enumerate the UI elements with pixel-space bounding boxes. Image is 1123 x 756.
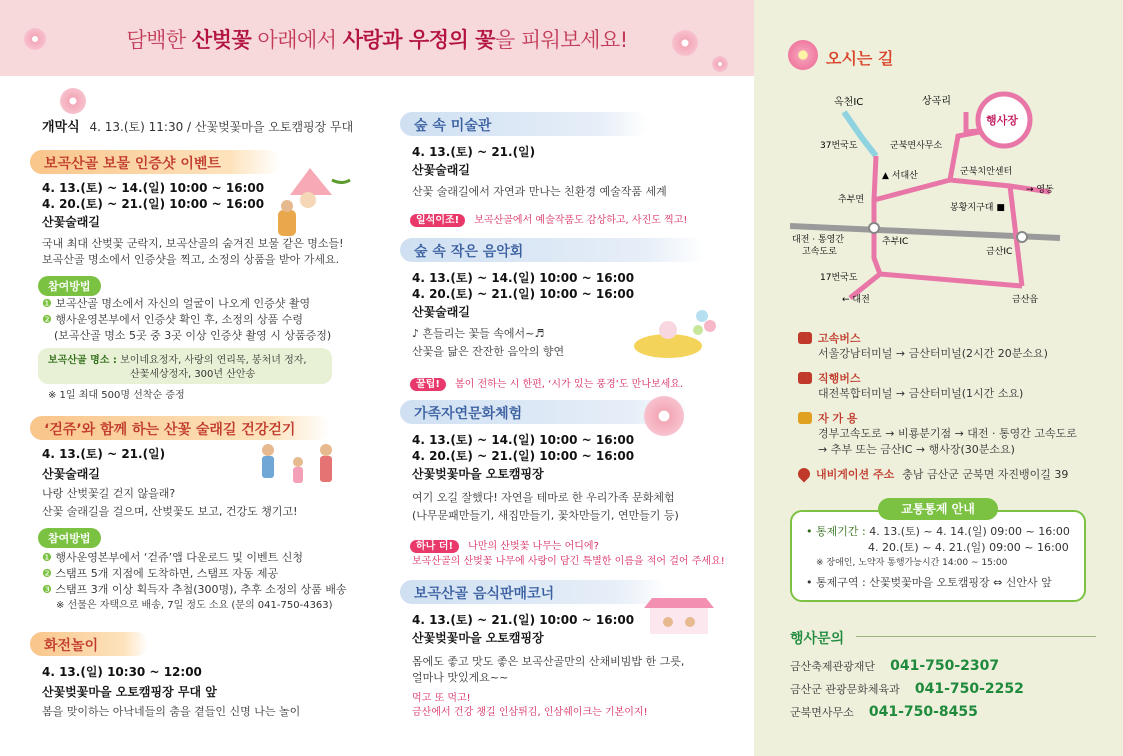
car-icon	[798, 412, 812, 424]
event-date: 4. 13.(토) ~ 14.(일) 10:00 ~ 16:00	[412, 433, 635, 447]
banner-text: 아래에서	[251, 28, 343, 52]
tip-pill: 꿀팁!	[410, 378, 446, 391]
contact-list	[790, 654, 1090, 723]
map-label: 군북치안센터	[960, 167, 1013, 177]
step-number: ❷	[42, 313, 52, 326]
contact-phone: 041-750-2307	[890, 658, 1000, 674]
map-label: 상곡리	[922, 96, 951, 107]
traffic-title: 교통통제 안내	[878, 498, 998, 520]
step-text: 행사운영본부에서 ‘걷쥬’앱 다운로드 및 이벤트 신청	[55, 551, 303, 564]
banner-highlight: 산벚꽃	[191, 28, 252, 52]
map-label: 금산IC	[986, 247, 1013, 257]
section-title: ‘걷쥬’와 함께 하는 산꽃 술래길 건강걷기	[30, 416, 330, 440]
section-desc	[412, 326, 652, 360]
desc-text: 얼마나 맛있게요~~	[412, 671, 509, 684]
section-title: 가족자연문화체험	[400, 400, 690, 424]
tip-text: 나만의 산벚꽃 나무는 어디에?	[468, 541, 599, 552]
traffic-text: 4. 13.(토) ~ 4. 14.(일) 09:00 ~ 16:00	[869, 525, 1070, 538]
contact-phone: 041-750-2252	[914, 681, 1024, 697]
event-date: 4. 13.(토) ~ 21.(일) 10:00 ~ 16:00	[412, 613, 635, 627]
map-label: → 영동	[1026, 185, 1054, 195]
blossom-icon	[24, 28, 46, 50]
step-number: ❷	[42, 567, 52, 580]
tip-text: 보곡산골의 산벚꽃 나무에 사랑이 담긴 특별한 이름을 적어 걸어 주세요!	[412, 556, 725, 567]
section-desc	[412, 654, 732, 686]
walking-illustration	[248, 440, 353, 500]
map-label: ← 대전	[842, 295, 870, 305]
directions-title: 오시는 길	[826, 49, 894, 68]
route-map	[790, 90, 1100, 310]
event-date: 4. 13.(일) 10:30 ~ 12:00	[42, 665, 202, 679]
desc-text: 봄을 맞이하는 아낙네들의 춤을 곁들인 신명 나는 놀이	[42, 705, 301, 718]
traffic-body	[806, 524, 1086, 591]
steps-list	[42, 550, 372, 614]
desc-text: 여기 오길 잘했다! 자연을 테마로 한 우리가족 문화체험	[412, 491, 675, 504]
tip-text: 봄이 전하는 시 한편, ‘시가 있는 풍경’도 만나보세요.	[454, 379, 684, 390]
map-label: 대전 · 통영간	[792, 235, 845, 245]
section-title: 보곡산골 보물 인증샷 이벤트	[30, 150, 280, 174]
step-text: 스탬프 3개 이상 획득자 추첨(300명), 추후 소정의 상품 배송	[55, 583, 347, 596]
map-label: 37번국도	[820, 141, 858, 151]
contact-item	[790, 677, 1090, 700]
section-body	[42, 664, 342, 700]
note-text: ※ 1일 최대 500명 선착순 증정	[48, 390, 185, 401]
route-label: 자 가 용	[818, 412, 858, 425]
section-body	[412, 612, 712, 646]
contact-item	[790, 654, 1090, 677]
route-text: → 추부 또는 금산IC → 행사장(30분소요)	[818, 443, 1015, 456]
bus-icon	[798, 372, 812, 384]
traffic-area: • 통제구역 : 산꽃벚꽃마을 오토캠핑장 ⇔ 신안사 앞	[806, 576, 1052, 589]
how-to-label: 참여방법	[38, 276, 101, 296]
section-title: 숲 속 미술관	[400, 112, 648, 136]
step-text: 스탬프 5개 지점에 도착하면, 스탬프 자동 제공	[55, 567, 279, 580]
bus-icon	[798, 332, 812, 344]
map-label: 봉황지구대 ■	[950, 203, 1005, 213]
event-place: 산꽃벚꽃마을 오토캠핑장	[412, 631, 544, 645]
event-date: 4. 13.(토) ~ 21.(일)	[42, 447, 166, 461]
event-date: 4. 13.(토) ~ 21.(일)	[412, 145, 536, 159]
map-label: 추부IC	[882, 237, 909, 247]
traffic-note: ※ 장애인, 노약자 통행가능시간 14:00 ~ 15:00	[816, 558, 1008, 568]
photo-illustration	[270, 160, 360, 240]
event-date: 4. 13.(토) ~ 14.(일) 10:00 ~ 16:00	[412, 271, 635, 285]
nav-address	[798, 466, 1098, 482]
route-item	[798, 410, 1098, 426]
step-number: ❶	[42, 297, 52, 310]
opening-text: 4. 13.(토) 11:30 / 산꽃벚꽃마을 오토캠핑장 무대	[89, 120, 354, 134]
tip-pill: 일석이조!	[410, 214, 465, 227]
map-label: ▲ 서대산	[882, 171, 918, 181]
event-place: 산꽃술래길	[412, 305, 470, 319]
blossom-icon	[672, 30, 698, 56]
desc-text: 산꽃 술래길에서 자연과 만나는 친환경 예술작품 세계	[412, 185, 667, 198]
map-label: 추부면	[838, 195, 865, 205]
route-text: 경부고속도로 → 비룡분기점 → 대전 · 통영간 고속도로	[818, 427, 1077, 440]
spot-text: 산꽃세상정자, 300년 산안송	[130, 369, 256, 380]
traffic-text: 4. 20.(토) ~ 4. 21.(일) 09:00 ~ 16:00	[868, 541, 1069, 554]
desc-text: 보곡산골 명소에서 인증샷을 찍고, 소정의 상품을 받아 가세요.	[42, 253, 340, 266]
map-label: 고속도로	[802, 247, 837, 257]
tip-pill: 하나 더!	[410, 540, 459, 553]
desc-text: 국내 최대 산벚꽃 군락지, 보곡산골의 숨겨진 보물 같은 명소들!	[42, 237, 344, 250]
contact-name: 금산군 관광문화체육과	[790, 683, 900, 696]
route-label: 고속버스	[818, 332, 861, 345]
route-item	[798, 370, 1098, 386]
desc-text: (나무문패만들기, 새집만들기, 꽃차만들기, 연만들기 등)	[412, 509, 679, 522]
step-text: 행사운영본부에서 인증샷 확인 후, 소정의 상품 수령	[55, 313, 303, 326]
blossom-icon	[60, 88, 86, 114]
event-date: 4. 20.(토) ~ 21.(일) 10:00 ~ 16:00	[42, 197, 265, 211]
nav-label: 내비게이션 주소	[816, 468, 895, 481]
section-body	[412, 144, 712, 178]
map-label: 옥천IC	[834, 97, 864, 108]
note-text: ※ 선물은 자택으로 배송, 7일 정도 소요 (문의 041-750-4363)	[56, 600, 333, 611]
spot-label: 보곡산골 명소 :	[48, 355, 117, 366]
step-number: ❶	[42, 551, 52, 564]
traffic-label: • 통제기간 :	[806, 525, 866, 538]
flower-icon	[788, 40, 818, 70]
nav-text: 충남 금산군 군북면 자진뱅이길 39	[902, 468, 1069, 481]
how-to-label: 참여방법	[38, 528, 101, 548]
map-pin-icon	[796, 466, 813, 483]
spot-box	[38, 348, 332, 384]
route-text: 대전복합터미널 → 금산터미널(1시간 소요)	[818, 387, 1024, 400]
tip-line	[410, 534, 599, 553]
route-text: 서울강남터미널 → 금산터미널(2시간 20분소요)	[818, 347, 1048, 360]
step-number: ❸	[42, 583, 52, 596]
tip-text: 보곡산골에서 예술작품도 감상하고, 사진도 찍고!	[474, 215, 688, 226]
contact-item	[790, 700, 1090, 723]
event-place: 산꽃술래길	[412, 163, 470, 177]
contact-title: 행사문의	[790, 631, 845, 647]
event-date: 4. 13.(토) ~ 14.(일) 10:00 ~ 16:00	[42, 181, 265, 195]
steps-list	[42, 296, 362, 344]
contact-name: 군북면사무소	[790, 706, 854, 719]
tip-line	[410, 208, 687, 227]
section-title: 화전놀이	[30, 632, 148, 656]
blossom-icon	[712, 56, 728, 72]
section-body	[412, 432, 712, 482]
route-item	[798, 330, 1098, 346]
tip-block	[412, 692, 742, 720]
banner-highlight: 사랑과 우정의 꽃	[342, 28, 495, 52]
contact-phone: 041-750-8455	[868, 704, 978, 720]
opening-line	[42, 116, 353, 135]
section-title: 숲 속 작은 음악회	[400, 238, 705, 262]
desc-text: 몸에도 좋고 맛도 좋은 보곡산골만의 산채비빔밥 한 그릇,	[412, 655, 685, 668]
desc-text: 산꽃을 닮은 잔잔한 음악의 향연	[412, 345, 565, 358]
step-text: 보곡산골 명소에서 자신의 얼굴이 나오게 인증샷 촬영	[55, 297, 311, 310]
map-label: 군북면사무소	[890, 141, 943, 151]
tip-text: 먹고 또 먹고!	[412, 693, 471, 704]
section-desc	[42, 236, 362, 268]
blossom-icon	[644, 396, 684, 436]
map-label: 금산읍	[1012, 295, 1039, 305]
tip-line	[410, 372, 683, 391]
opening-label: 개막식	[42, 120, 80, 135]
desc-text: ♪ 흔들리는 꽃들 속에서~♬	[412, 327, 545, 340]
desc-text: 나랑 산벚꽃길 걷지 않을래?	[42, 487, 176, 500]
event-date: 4. 20.(토) ~ 21.(일) 10:00 ~ 16:00	[412, 449, 635, 463]
banner-text: 을 피워보세요!	[494, 28, 628, 52]
event-date: 4. 20.(토) ~ 21.(일) 10:00 ~ 16:00	[412, 287, 635, 301]
map-label: 17번국도	[820, 273, 858, 283]
contact-name: 금산축제관광재단	[790, 660, 876, 673]
event-place: 산꽃벚꽃마을 오토캠핑장 무대 앞	[42, 685, 217, 699]
event-place: 산꽃술래길	[42, 215, 100, 229]
spot-text: 보이네요정자, 사랑의 연리목, 봉처녀 정자,	[120, 355, 307, 366]
event-place: 산꽃술래길	[42, 467, 100, 481]
desc-text: 산꽃 술래길을 걸으며, 산벚꽃도 보고, 건강도 챙기고!	[42, 505, 298, 518]
section-desc	[412, 490, 732, 524]
tip-text: 금산에서 건강 챙길 인삼튀김, 인삼쉐이크는 기본이지!	[412, 707, 648, 718]
stage-illustration	[628, 308, 720, 368]
step-text: (보곡산골 명소 5곳 중 3곳 이상 인증샷 촬영 시 상품증정)	[54, 329, 332, 342]
banner-title	[0, 24, 754, 54]
section-title: 보곡산골 음식판매코너	[400, 580, 668, 604]
route-label: 직행버스	[818, 372, 861, 385]
divider	[856, 636, 1096, 637]
map-label: 행사장	[986, 114, 1018, 127]
event-place: 산꽃벚꽃마을 오토캠핑장	[412, 467, 544, 481]
route-list	[798, 330, 1098, 482]
banner-text: 담백한	[126, 28, 192, 52]
